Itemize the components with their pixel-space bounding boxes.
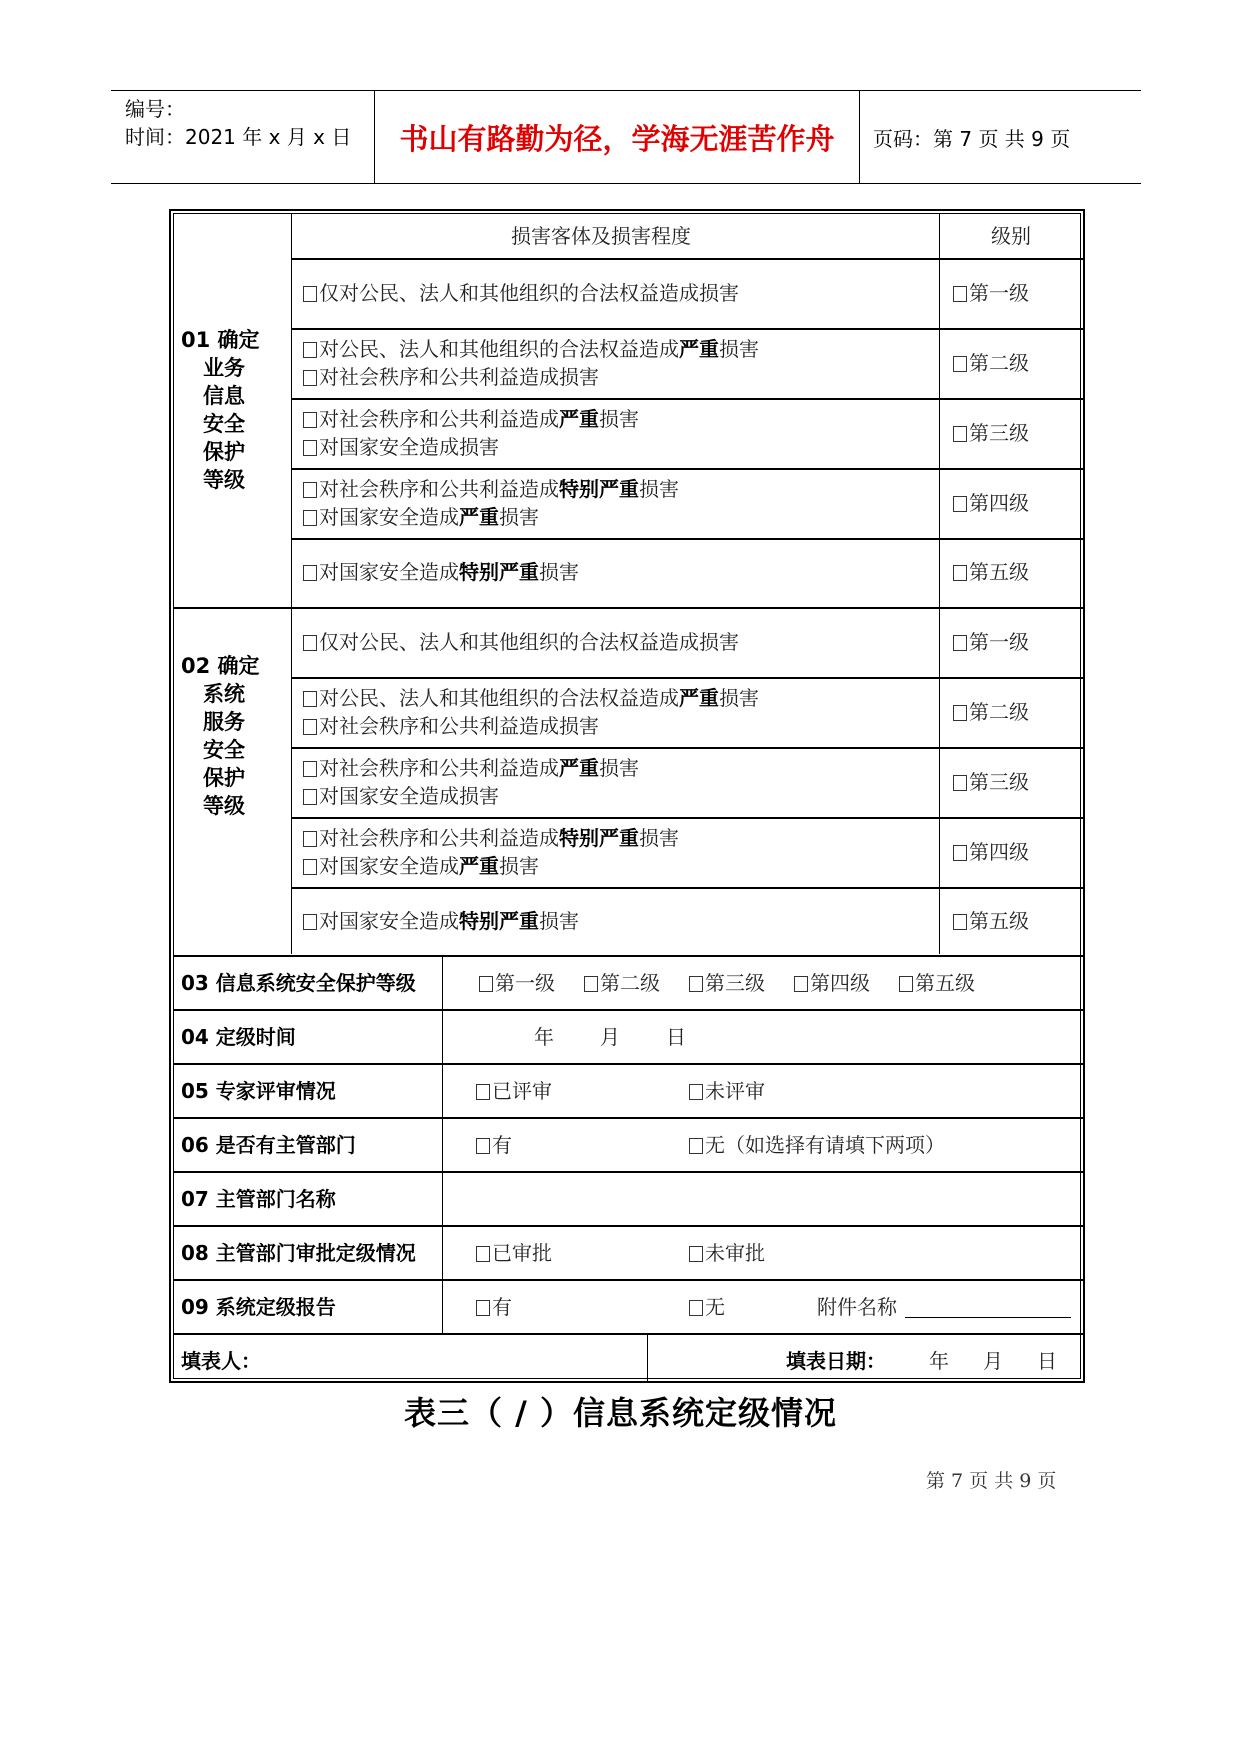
fill-date-label: 填表日期： (786, 1349, 886, 1373)
checkbox[interactable] (584, 976, 598, 992)
divider (174, 1063, 1084, 1065)
checkbox[interactable] (476, 1084, 490, 1100)
section2-label-line2: 系统 (203, 682, 245, 706)
q03-level5-option[interactable] (899, 969, 975, 997)
divider (647, 1335, 648, 1381)
checkbox[interactable] (303, 635, 317, 651)
q08-option-not-approved[interactable] (689, 1239, 765, 1267)
s2-row4-option-a[interactable] (303, 824, 679, 852)
option-text: 对社会秩序和公共利益造成 (319, 407, 559, 431)
s2-row5-option[interactable] (303, 907, 579, 935)
s1-level1-option[interactable] (953, 279, 1029, 307)
level-text: 第一级 (495, 971, 555, 995)
q03-level4-option[interactable] (794, 969, 870, 997)
q05-label: 05 专家评审情况 (181, 1079, 336, 1103)
divider (174, 1225, 1084, 1227)
checkbox[interactable] (303, 510, 317, 526)
divider (174, 1171, 1084, 1173)
q04-day: 日 (666, 1025, 686, 1049)
option-text: 仅对公民、法人和其他组织的合法权益造成损害 (319, 630, 739, 654)
checkbox[interactable] (303, 286, 317, 302)
s1-row2-option-b[interactable] (303, 363, 599, 391)
checkbox[interactable] (689, 1246, 703, 1262)
checkbox[interactable] (953, 565, 967, 581)
fill-date-day: 日 (1037, 1349, 1057, 1373)
q08-label: 08 主管部门审批定级情况 (181, 1241, 416, 1265)
level-text: 第四级 (969, 491, 1029, 515)
q03-label: 03 信息系统安全保护等级 (181, 971, 416, 995)
page-footer: 第 7 页 共 9 页 (926, 1470, 1057, 1492)
q04-label: 04 定级时间 (181, 1025, 296, 1049)
option-emphasis: 特别严重 (459, 560, 539, 584)
divider (291, 747, 1084, 749)
level-text: 第三级 (969, 421, 1029, 445)
checkbox[interactable] (476, 1300, 490, 1316)
section1-label-line1: 01 确定 (181, 328, 260, 352)
option-text: 损害 (599, 407, 639, 431)
section2-label-line5: 保护 (203, 766, 245, 790)
divider (291, 468, 1084, 470)
option-text: 对社会秩序和公共利益造成 (319, 477, 559, 501)
option-emphasis: 特别严重 (459, 909, 539, 933)
option-text: 对国家安全造成损害 (319, 435, 499, 459)
s2-level1-option[interactable] (953, 628, 1029, 656)
option-text: 损害 (539, 560, 579, 584)
divider (174, 955, 1084, 957)
q03-level2-option[interactable] (584, 969, 660, 997)
checkbox[interactable] (303, 859, 317, 875)
option-text: 对国家安全造成 (319, 854, 459, 878)
option-text: 损害 (499, 505, 539, 529)
checkbox[interactable] (476, 1246, 490, 1262)
q06-label: 06 是否有主管部门 (181, 1133, 356, 1157)
checkbox[interactable] (953, 914, 967, 930)
s1-row3-option-b[interactable] (303, 433, 499, 461)
divider (291, 677, 1084, 679)
checkbox[interactable] (899, 976, 913, 992)
level-text: 第五级 (969, 560, 1029, 584)
option-text: 有 (492, 1295, 512, 1319)
level-text: 第五级 (915, 971, 975, 995)
level-text: 第一级 (969, 281, 1029, 305)
level-text: 第二级 (969, 700, 1029, 724)
checkbox[interactable] (303, 831, 317, 847)
level-text: 第二级 (969, 351, 1029, 375)
section1-label-line5: 保护 (203, 440, 245, 464)
fill-date-year: 年 (929, 1349, 949, 1373)
s2-level2-option[interactable] (953, 698, 1029, 726)
checkbox[interactable] (303, 719, 317, 735)
option-emphasis: 特别严重 (559, 826, 639, 850)
checkbox[interactable] (953, 845, 967, 861)
checkbox[interactable] (689, 1084, 703, 1100)
checkbox[interactable] (953, 356, 967, 372)
s1-level2-option[interactable] (953, 349, 1029, 377)
checkbox[interactable] (303, 691, 317, 707)
s2-row3-option-a[interactable] (303, 754, 639, 782)
divider (291, 214, 292, 954)
level-text: 第一级 (969, 630, 1029, 654)
s1-level3-option[interactable] (953, 419, 1029, 447)
checkbox[interactable] (953, 286, 967, 302)
table-caption: 表三（ / ）信息系统定级情况 (404, 1394, 837, 1432)
s2-row3-option-b[interactable] (303, 782, 499, 810)
divider (174, 1117, 1084, 1119)
divider (174, 1333, 1084, 1335)
q04-year: 年 (534, 1025, 554, 1049)
s1-row1-option[interactable] (303, 279, 739, 307)
option-emphasis: 特别严重 (559, 477, 639, 501)
q03-level3-option[interactable] (689, 969, 765, 997)
section2-label-line1: 02 确定 (181, 654, 260, 678)
checkbox[interactable] (303, 789, 317, 805)
divider (174, 1279, 1084, 1281)
section2-label-line3: 服务 (203, 710, 245, 734)
s2-row2-option-b[interactable] (303, 712, 599, 740)
q06-option-yes[interactable] (476, 1131, 512, 1159)
q05-option-reviewed[interactable] (476, 1077, 552, 1105)
section1-label-line3: 信息 (203, 384, 245, 408)
checkbox[interactable] (303, 914, 317, 930)
s1-level4-option[interactable] (953, 489, 1029, 517)
option-text: 对社会秩序和公共利益造成损害 (319, 365, 599, 389)
s1-row3-option-a[interactable] (303, 405, 639, 433)
section1-label-line6: 等级 (203, 468, 245, 492)
checkbox[interactable] (303, 370, 317, 386)
option-emphasis: 严重 (559, 407, 599, 431)
checkbox[interactable] (689, 1138, 703, 1154)
s2-level3-option[interactable] (953, 768, 1029, 796)
divider (291, 538, 1084, 540)
option-text: 对公民、法人和其他组织的合法权益造成 (319, 686, 679, 710)
option-text: 损害 (499, 854, 539, 878)
option-text: 损害 (539, 909, 579, 933)
page-header (111, 90, 1141, 184)
attachment-name-input[interactable] (905, 1317, 1071, 1318)
grading-table (169, 209, 1085, 1383)
s2-level5-option[interactable] (953, 907, 1029, 935)
header-meta (111, 91, 373, 183)
checkbox[interactable] (303, 482, 317, 498)
q07-input[interactable] (445, 1175, 1081, 1223)
s1-level5-option[interactable] (953, 558, 1029, 586)
fill-date-month: 月 (983, 1349, 1003, 1373)
divider (291, 817, 1084, 819)
option-emphasis: 严重 (559, 756, 599, 780)
option-text: 对社会秩序和公共利益造成损害 (319, 714, 599, 738)
option-text: 对国家安全造成 (319, 560, 459, 584)
option-text: 损害 (719, 337, 759, 361)
option-text: 未评审 (705, 1079, 765, 1103)
s1-row5-option[interactable] (303, 558, 579, 586)
time-label: 时间：2021 年 x 月 x 日 (125, 125, 352, 149)
checkbox[interactable] (953, 426, 967, 442)
s2-row1-option[interactable] (303, 628, 739, 656)
divider (291, 398, 1084, 400)
option-text: 无 (705, 1295, 725, 1319)
checkbox[interactable] (794, 976, 808, 992)
checkbox[interactable] (953, 775, 967, 791)
option-text: 损害 (719, 686, 759, 710)
checkbox[interactable] (476, 1138, 490, 1154)
motto: 书山有路勤为径，学海无涯苦作舟 (374, 91, 860, 183)
option-text: 已评审 (492, 1079, 552, 1103)
col-header-level: 级别 (991, 224, 1031, 248)
option-emphasis: 严重 (459, 854, 499, 878)
option-text: 对国家安全造成损害 (319, 784, 499, 808)
option-text: 对国家安全造成 (319, 909, 459, 933)
divider (291, 258, 1084, 260)
number-label: 编号： (125, 97, 185, 121)
option-emphasis: 严重 (679, 337, 719, 361)
checkbox[interactable] (303, 412, 317, 428)
page-info: 页码：第 7 页 共 9 页 (873, 126, 1071, 151)
q09-label: 09 系统定级报告 (181, 1295, 336, 1319)
checkbox[interactable] (689, 976, 703, 992)
option-text: 对国家安全造成 (319, 505, 459, 529)
option-text: 损害 (639, 477, 679, 501)
level-text: 第三级 (969, 770, 1029, 794)
option-text: 仅对公民、法人和其他组织的合法权益造成损害 (319, 281, 739, 305)
section1-label-line2: 业务 (203, 356, 245, 380)
checkbox[interactable] (303, 440, 317, 456)
checkbox[interactable] (953, 705, 967, 721)
section1-label-line4: 安全 (203, 412, 245, 436)
s1-row4-option-b[interactable] (303, 503, 539, 531)
divider (939, 214, 940, 954)
option-text: 对社会秩序和公共利益造成 (319, 826, 559, 850)
option-emphasis: 严重 (459, 505, 499, 529)
s2-level4-option[interactable] (953, 838, 1029, 866)
level-text: 第四级 (969, 840, 1029, 864)
checkbox[interactable] (303, 565, 317, 581)
s1-row4-option-a[interactable] (303, 475, 679, 503)
q09-option-no[interactable] (689, 1293, 725, 1321)
col-header-damage: 损害客体及损害程度 (511, 224, 691, 248)
divider (291, 328, 1084, 330)
filler-label: 填表人： (181, 1349, 261, 1373)
q03-level1-option[interactable] (479, 969, 555, 997)
level-text: 第三级 (705, 971, 765, 995)
option-text: 有 (492, 1133, 512, 1157)
option-emphasis: 严重 (679, 686, 719, 710)
s1-row2-option-a[interactable] (303, 335, 759, 363)
checkbox[interactable] (479, 976, 493, 992)
s2-row2-option-a[interactable] (303, 684, 759, 712)
checkbox[interactable] (953, 635, 967, 651)
divider (174, 607, 1084, 609)
level-text: 第四级 (810, 971, 870, 995)
option-text: 未审批 (705, 1241, 765, 1265)
option-text: 对社会秩序和公共利益造成 (319, 756, 559, 780)
s2-row4-option-b[interactable] (303, 852, 539, 880)
q09-attachment-label: 附件名称 (817, 1295, 897, 1319)
checkbox[interactable] (953, 496, 967, 512)
level-text: 第二级 (600, 971, 660, 995)
checkbox[interactable] (303, 342, 317, 358)
divider (174, 1009, 1084, 1011)
q09-option-yes[interactable] (476, 1293, 512, 1321)
q06-option-no[interactable] (689, 1131, 945, 1159)
option-text: 无（如选择有请填下两项） (705, 1133, 945, 1157)
section2-label-line4: 安全 (203, 738, 245, 762)
q05-option-not-reviewed[interactable] (689, 1077, 765, 1105)
q07-label: 07 主管部门名称 (181, 1187, 336, 1211)
option-text: 已审批 (492, 1241, 552, 1265)
option-text: 损害 (639, 826, 679, 850)
option-text: 对公民、法人和其他组织的合法权益造成 (319, 337, 679, 361)
checkbox[interactable] (689, 1300, 703, 1316)
checkbox[interactable] (303, 761, 317, 777)
divider (291, 887, 1084, 889)
section2-label-line6: 等级 (203, 794, 245, 818)
option-text: 损害 (599, 756, 639, 780)
level-text: 第五级 (969, 909, 1029, 933)
q04-month: 月 (600, 1025, 620, 1049)
q08-option-approved[interactable] (476, 1239, 552, 1267)
